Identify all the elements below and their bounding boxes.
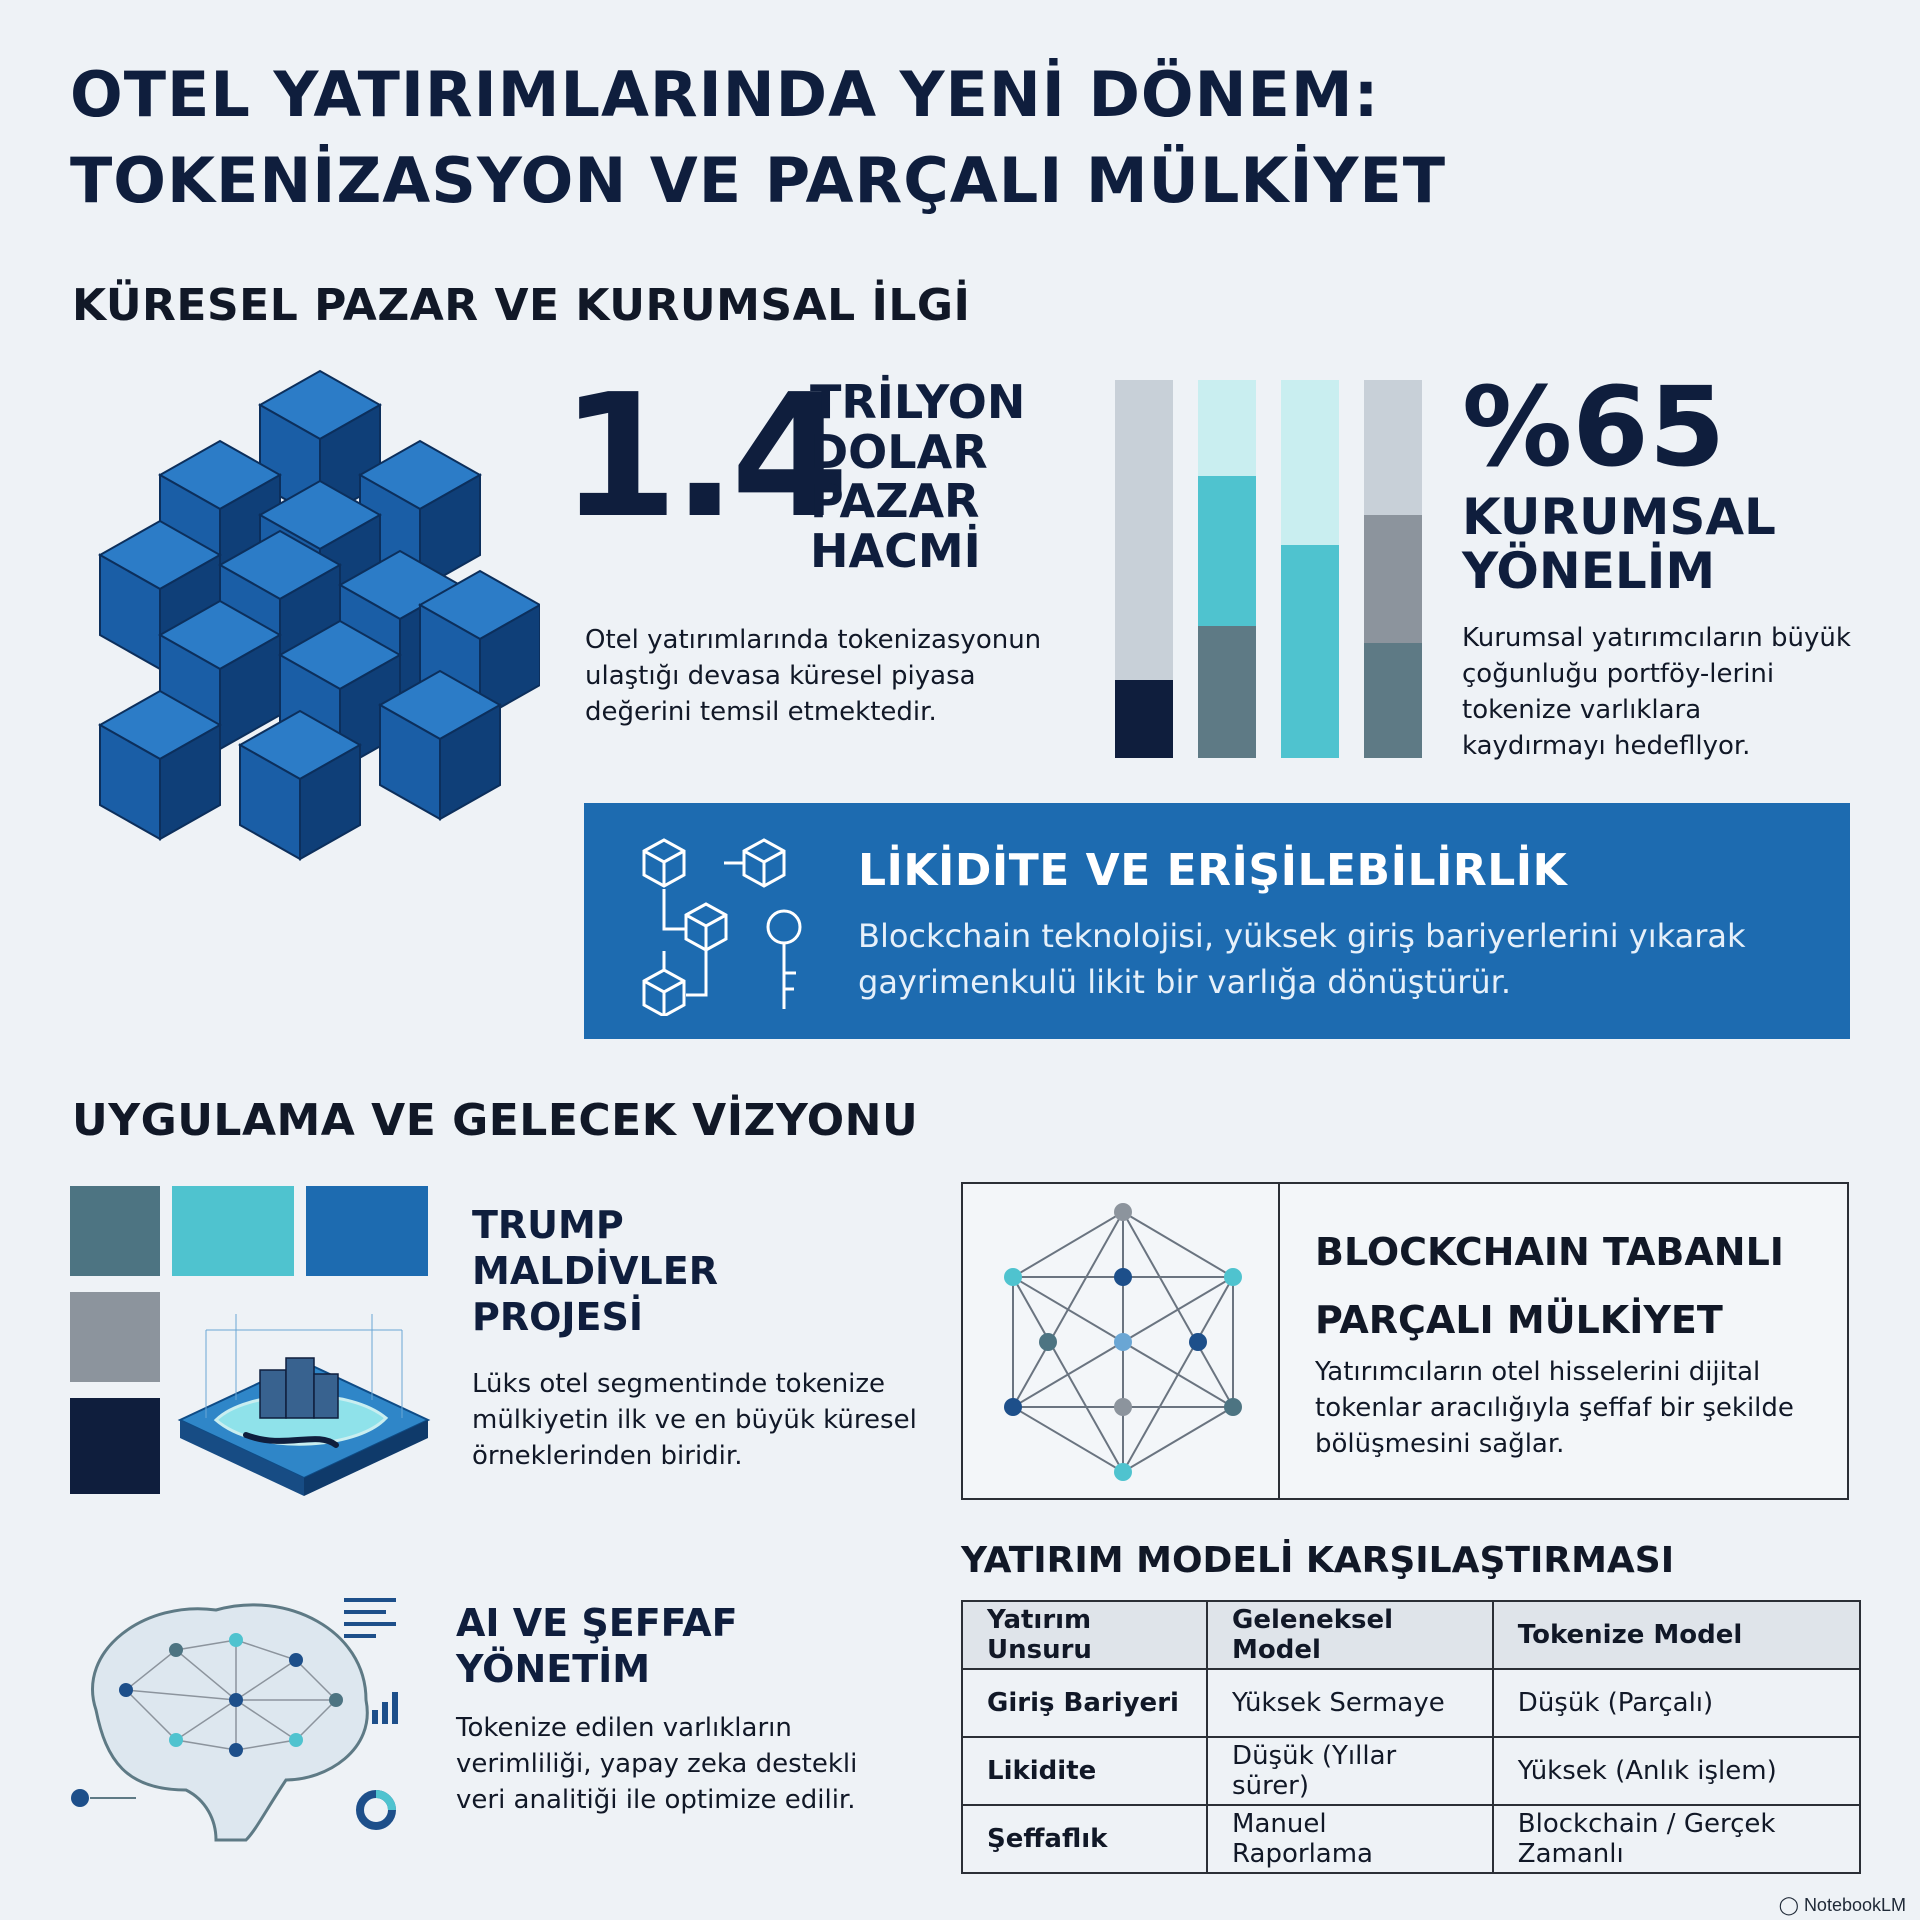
network-graph-icon	[983, 1202, 1263, 1482]
liquidity-panel	[584, 803, 1850, 1039]
brand-logo	[1779, 1895, 1906, 1916]
stacked-bars-icon	[1115, 380, 1425, 758]
trump-title-line: MALDİVLER	[472, 1249, 718, 1293]
ai-description: Tokenize edilen varlıkların verimliliği, yapay zeka destekli veri analitiği ile optimize edilir.	[456, 1713, 858, 1815]
brand-name: NotebookLM	[1803, 1895, 1906, 1915]
blockchain-key-icon	[624, 831, 824, 1016]
table-row	[962, 1805, 1860, 1873]
blockchain-description: Yatırımcıların otel hisselerini dijital tokenlar aracılığıyla şeffaf bir şekilde bölüşmesini sağlar.	[1315, 1357, 1794, 1459]
market-label-line: TRİLYON	[810, 375, 1026, 429]
trump-title-line: PROJESİ	[472, 1295, 644, 1339]
blockchain-card	[961, 1182, 1849, 1500]
table-cell: Yüksek (Anlık işlem)	[1493, 1737, 1860, 1805]
market-value: 1.4	[560, 358, 844, 556]
comparison-heading: YATIRIM MODELİ KARŞILAŞTIRMASI	[961, 1540, 1675, 1581]
table-cell: Düşük (Parçalı)	[1493, 1669, 1860, 1737]
table-header-cell: Yatırım Unsuru	[962, 1601, 1207, 1669]
page-title	[70, 52, 1870, 224]
institutional-label-line: YÖNELİM	[1462, 542, 1716, 600]
table-cell: Düşük (Yıllar sürer)	[1207, 1737, 1493, 1805]
section-heading-market: KÜRESEL PAZAR VE KURUMSAL İLGİ	[72, 280, 971, 331]
market-label	[810, 375, 1026, 579]
card-divider	[1278, 1184, 1280, 1498]
table-cell: Manuel Raporlama	[1207, 1805, 1493, 1873]
institutional-label-line: KURUMSAL	[1462, 488, 1776, 546]
blockchain-title-line: PARÇALI MÜLKİYET	[1315, 1298, 1723, 1342]
institutional-value: %65	[1462, 363, 1726, 491]
blockchain-title	[1315, 1218, 1784, 1354]
table-header-cell: Tokenize Model	[1493, 1601, 1860, 1669]
liquidity-heading: LİKİDİTE VE ERİŞİLEBİLİRLİK	[858, 845, 1568, 896]
table-cell: Giriş Bariyeri	[962, 1669, 1207, 1737]
table-row	[962, 1737, 1860, 1805]
institutional-label	[1462, 490, 1776, 598]
institutional-description: Kurumsal yatırımcıların büyük çoğunluğu portföy-lerini tokenize varlıklara kaydırmayı hedefllyor.	[1462, 623, 1851, 761]
trump-title	[472, 1202, 718, 1340]
page-title-line2: TOKENİZASYON VE PARÇALI MÜLKİYET	[70, 144, 1447, 217]
ai-title-line: YÖNETİM	[456, 1647, 651, 1691]
page-title-line1: OTEL YATIRIMLARINDA YENİ DÖNEM:	[70, 58, 1380, 131]
table-cell: Blockchain / Gerçek Zamanlı	[1493, 1805, 1860, 1873]
table-header-row	[962, 1601, 1860, 1669]
ai-brain-icon	[66, 1580, 426, 1850]
market-description: Otel yatırımlarında tokenizasyonun ulaştığı devasa küresel piyasa değerini temsil etmektedir.	[585, 625, 1042, 727]
comparison-table	[961, 1600, 1861, 1874]
table-cell: Likidite	[962, 1737, 1207, 1805]
notebooklm-icon: ◯	[1778, 1895, 1799, 1915]
section-heading-vision: UYGULAMA VE GELECEK VİZYONU	[72, 1095, 919, 1146]
table-header-cell: Geleneksel Model	[1207, 1601, 1493, 1669]
blockchain-title-line: BLOCKCHAIN TABANLI	[1315, 1230, 1784, 1274]
table-row	[962, 1669, 1860, 1737]
ai-title-line: AI VE ŞEFFAF	[456, 1601, 738, 1645]
table-cell: Şeffaflık	[962, 1805, 1207, 1873]
market-label-line: PAZAR	[810, 474, 980, 529]
trump-description: Lüks otel segmentinde tokenize mülkiyetin ilk ve en büyük küresel örneklerinden biridir.	[472, 1369, 917, 1471]
market-label-line: HACMİ	[810, 524, 981, 579]
market-label-line: DOLAR	[810, 424, 988, 479]
island-hotel-icon	[176, 1300, 432, 1500]
cube-cluster-icon	[60, 365, 540, 905]
trump-title-line: TRUMP	[472, 1203, 624, 1247]
liquidity-description: Blockchain teknolojisi, yüksek giriş bariyerlerini yıkarak gayrimenkulü likit bir varlığa dönüştürür.	[858, 917, 1746, 1001]
ai-title	[456, 1600, 738, 1692]
table-cell: Yüksek Sermaye	[1207, 1669, 1493, 1737]
